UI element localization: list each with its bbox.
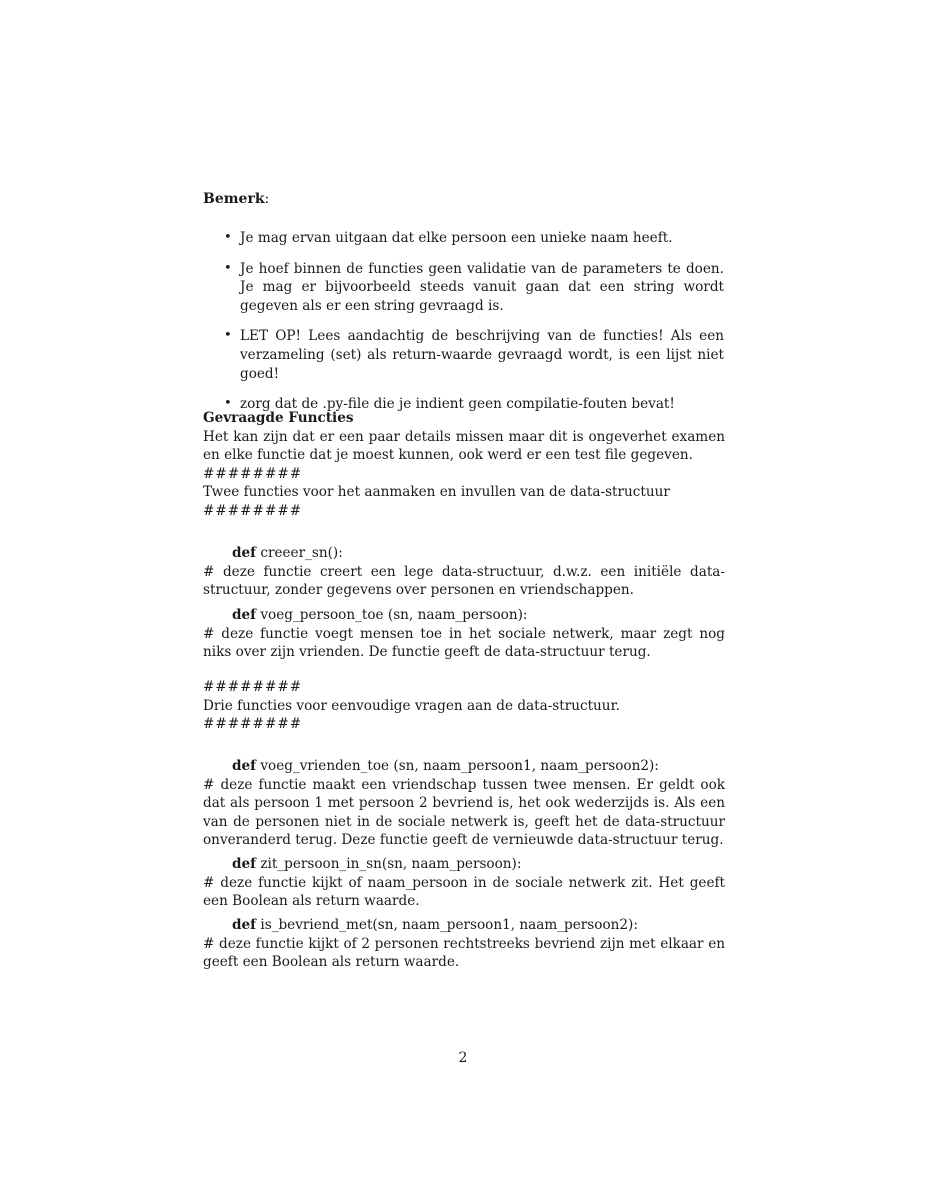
function-name: is_bevriend_met(sn, naam_persoon1, naam_persoon2): bbox=[260, 917, 638, 933]
function-description: # deze functie voegt mensen toe in het sociale netwerk, maar zegt nog niks over zijn vrienden. De functie geeft de data-structuur terug. bbox=[203, 625, 725, 661]
hash-separator: ######## bbox=[203, 716, 303, 733]
def-keyword: def bbox=[232, 545, 257, 561]
remark-heading bbox=[203, 190, 269, 208]
list-item bbox=[224, 229, 724, 248]
hash-separator: ######## bbox=[203, 502, 303, 519]
group-title: Drie functies voor eenvoudige vragen aan de data-structuur. bbox=[203, 697, 620, 714]
hash-separator: ######## bbox=[203, 465, 303, 482]
remark-label: Bemerk bbox=[203, 191, 265, 207]
function-name: voeg_persoon_toe (sn, naam_persoon): bbox=[260, 607, 528, 623]
function-block bbox=[203, 606, 725, 662]
remark-text: Je hoef binnen de functies geen validatie van de parameters te doen. Je mag er bijvoorbeeld steeds vanuit gaan dat een string wordt gegeven als er een string gevraagd is. bbox=[240, 260, 724, 314]
function-block bbox=[203, 855, 725, 911]
remarks-list bbox=[224, 229, 724, 426]
def-keyword: def bbox=[232, 607, 257, 623]
group-header bbox=[203, 678, 725, 734]
function-signature bbox=[203, 855, 725, 874]
function-signature bbox=[203, 544, 725, 563]
remark-text: zorg dat de .py-file die je indient geen compilatie-fouten bevat! bbox=[240, 396, 675, 413]
remark-colon: : bbox=[264, 191, 270, 207]
function-block bbox=[203, 757, 725, 850]
function-signature bbox=[203, 757, 725, 776]
function-block bbox=[203, 544, 725, 600]
bullet-icon: • bbox=[224, 230, 232, 245]
list-item bbox=[224, 327, 724, 383]
function-description: # deze functie creert een lege data-structuur, d.w.z. een initiële data-structuur, zonder gegevens over personen en vriendschappen. bbox=[203, 563, 725, 599]
function-name: voeg_vrienden_toe (sn, naam_persoon1, naam_persoon2): bbox=[260, 758, 659, 774]
function-signature bbox=[203, 606, 725, 625]
list-item bbox=[224, 260, 724, 316]
function-name: creeer_sn(): bbox=[260, 545, 343, 561]
bullet-icon: • bbox=[224, 260, 232, 276]
def-keyword: def bbox=[232, 917, 257, 933]
def-keyword: def bbox=[232, 758, 257, 774]
section-heading: Gevraagde Functies bbox=[203, 410, 354, 426]
bullet-icon: • bbox=[224, 328, 232, 344]
function-signature bbox=[203, 916, 725, 935]
bullet-icon: • bbox=[224, 396, 232, 412]
def-keyword: def bbox=[232, 856, 257, 872]
remark-text: LET OP! Lees aandachtig de beschrijving van de functies! Als een verzameling (set) als return-waarde gevraagd wordt, is een lijst niet goed! bbox=[240, 328, 724, 382]
hash-separator: ######## bbox=[203, 679, 303, 695]
group-title: Twee functies voor het aanmaken en invullen van de data-structuur bbox=[203, 484, 670, 501]
function-description: # deze functie kijkt of 2 personen rechtstreeks bevriend zijn met elkaar en geeft een Boolean als return waarde. bbox=[203, 935, 725, 971]
function-name: zit_persoon_in_sn(sn, naam_persoon): bbox=[260, 856, 522, 872]
function-description: # deze functie kijkt of naam_persoon in de sociale netwerk zit. Het geeft een Boolean als return waarde. bbox=[203, 874, 725, 910]
page-number: 2 bbox=[458, 1050, 468, 1066]
requested-section bbox=[203, 409, 725, 521]
function-description: # deze functie maakt een vriendschap tussen twee mensen. Er geldt ook dat als persoon 1 met persoon 2 bevriend is, het ook wederzijds is. Als een van de personen niet in de sociale netwerk is, geeft het de data-structuur onveranderd terug. Deze functie geeft de vernieuwde data-structuur terug. bbox=[203, 776, 725, 849]
section-intro: Het kan zijn dat er een paar details missen maar dit is ongeverhet examen en elke functie dat je moest kunnen, ook werd er een test file gegeven. bbox=[203, 428, 725, 464]
remark-text: Je mag ervan uitgaan dat elke persoon een unieke naam heeft. bbox=[240, 230, 673, 246]
function-block bbox=[203, 916, 725, 972]
